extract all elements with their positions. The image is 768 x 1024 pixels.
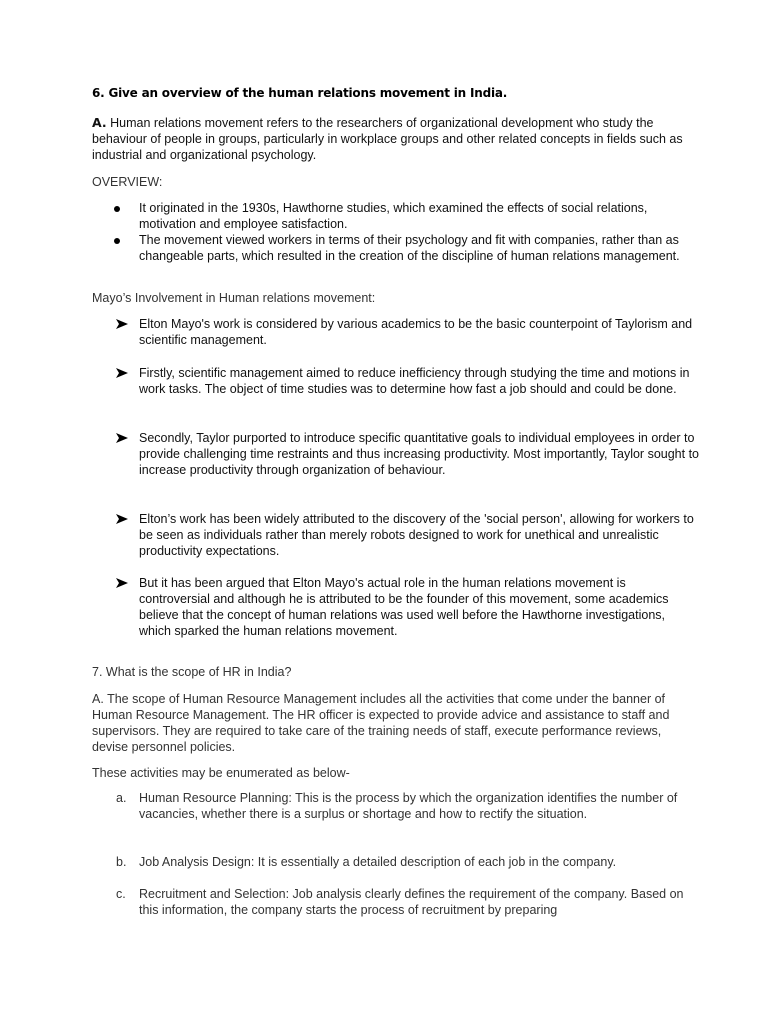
overview-bullet: The movement viewed workers in terms of their psychology and fit with companies, rather than as changeable parts, which resulted in the creation of the discipline of human relations management.	[139, 233, 680, 263]
list-letter: b.	[116, 855, 127, 869]
bullet-dot-icon	[114, 206, 120, 212]
question-7-title: 7. What is the scope of HR in India?	[92, 665, 292, 679]
bullet-dot-icon	[114, 238, 120, 244]
mayo-point: But it has been argued that Elton Mayo's actual role in the human relations movement is controversial and although he is attributed to be the founder of this movement, some academics believe that the concept of human relations was used well before the Hawthorne investigations, which sparked the human relations movement.	[139, 576, 669, 638]
question-6-title: 6. Give an overview of the human relations movement in India.	[92, 86, 508, 100]
list-letter: a.	[116, 791, 127, 805]
activity-item: Recruitment and Selection: Job analysis clearly defines the requirement of the company. Based on this information, the company starts the process of recruitment by preparing	[139, 887, 684, 917]
overview-bullet: It originated in the 1930s, Hawthorne studies, which examined the effects of social relations, motivation and employee satisfaction.	[139, 201, 648, 231]
answer-label: A.	[92, 692, 104, 706]
arrow-bullet-icon	[115, 367, 129, 379]
activities-intro: These activities may be enumerated as below-	[92, 766, 350, 780]
activity-item: Job Analysis Design: It is essentially a detailed description of each job in the company.	[139, 855, 617, 869]
answer-label: A.	[92, 115, 107, 130]
overview-heading: OVERVIEW:	[92, 175, 163, 189]
mayo-point: Elton’s work has been widely attributed to the discovery of the 'social person', allowing for workers to be seen as individuals rather than merely robots designed to work for unethical and unrealistic productivity expectations.	[139, 512, 694, 558]
mayo-heading: Mayo’s Involvement in Human relations movement:	[92, 291, 376, 305]
mayo-point: Secondly, Taylor purported to introduce specific quantitative goals to individual employees in order to provide challenging time restraints and thus increasing productivity. Most importantly, Taylor sought to increase productivity through organization of behaviour.	[139, 431, 699, 477]
question-6-answer	[92, 115, 692, 163]
mayo-point: Firstly, scientific management aimed to reduce inefficiency through studying the time and motions in work tasks. The object of time studies was to determine how fast a job should and could be done.	[139, 366, 690, 396]
list-letter: c.	[116, 887, 126, 901]
answer-text: Human relations movement refers to the researchers of organizational development who study the behaviour of people in groups, particularly in workplace groups and other related concepts in fields such as industrial and organizational psychology.	[92, 116, 683, 162]
arrow-bullet-icon	[115, 577, 129, 589]
activity-item: Human Resource Planning: This is the process by which the organization identifies the number of vacancies, whether there is a surplus or shortage and how to rectify the situation.	[139, 791, 678, 821]
arrow-bullet-icon	[115, 318, 129, 330]
mayo-point: Elton Mayo's work is considered by various academics to be the basic counterpoint of Taylorism and scientific management.	[139, 317, 693, 347]
arrow-bullet-icon	[115, 513, 129, 525]
question-7-answer	[92, 691, 692, 755]
answer-text: The scope of Human Resource Management includes all the activities that come under the banner of Human Resource Management. The HR officer is expected to provide advice and assistance to staff and supervisors. They are required to take care of the training needs of staff, execute performance reviews, devise personnel policies.	[92, 692, 670, 754]
arrow-bullet-icon	[115, 432, 129, 444]
